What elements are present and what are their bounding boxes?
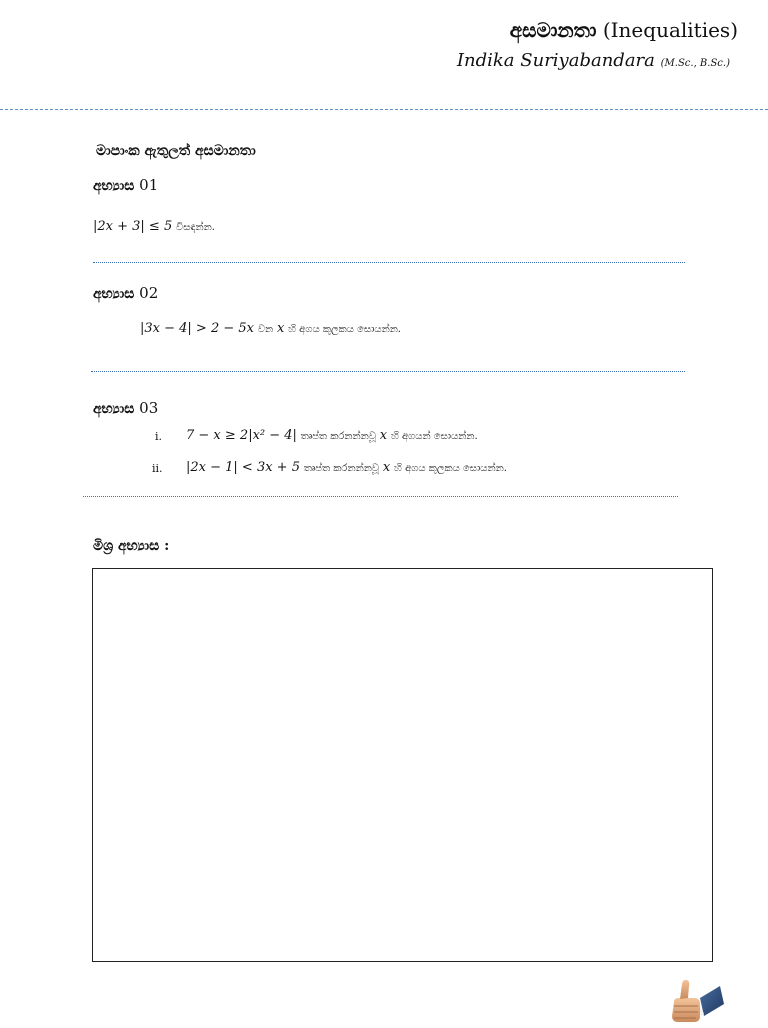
math-expression: |2x + 3| ≤ 5 [93, 219, 173, 234]
exercise-03-divider [83, 496, 678, 497]
header-divider [0, 109, 768, 110]
exercise-02-divider [91, 371, 685, 372]
exercise-03-roman-i: i. [155, 430, 163, 443]
math-expression: |3x − 4| > 2 − 5x [140, 321, 254, 336]
math-expression: 7 − x ≥ 2|x² − 4| [186, 428, 297, 443]
exercise-02-label [93, 284, 158, 302]
exercise-label-number: 01 [139, 176, 159, 194]
exercise-01-label [93, 176, 158, 194]
instruction-text-a: වන [257, 324, 274, 335]
exercise-label-text: අභ්‍යාස [93, 178, 135, 194]
instruction-text: විසඳන්න. [176, 222, 215, 233]
exercise-02-question [140, 321, 401, 336]
exercise-01-question [93, 219, 215, 234]
exercise-03-question-ii [186, 460, 507, 475]
mixed-exercises-label: මිශ්‍ර අභ්‍යාස : [93, 538, 170, 554]
math-expression: |2x − 1| < 3x + 5 [186, 460, 300, 475]
title-sinhala: අසමානතා [509, 18, 597, 42]
variable-x: x [382, 460, 391, 475]
variable-x: x [379, 428, 388, 443]
author-name: Indika Suriyabandara [456, 50, 655, 71]
exercise-03-label [93, 399, 158, 417]
document-title [510, 18, 738, 42]
thumbs-up-icon [664, 976, 724, 1024]
answer-box[interactable] [92, 568, 713, 962]
instruction-text-a: තෘප්ත කරනන්නවූ [300, 431, 376, 442]
exercise-03-question-i [186, 428, 478, 443]
exercise-label-text: අභ්‍යාස [93, 286, 135, 302]
exercise-label-number: 02 [139, 284, 159, 302]
exercise-03-roman-ii: ii. [152, 462, 163, 475]
exercise-01-divider [93, 262, 685, 263]
instruction-text-b: හි අගය කුලකය සොයන්න. [394, 463, 507, 474]
title-english: (Inequalities) [602, 18, 738, 42]
exercise-label-text: අභ්‍යාස [93, 401, 135, 417]
variable-x: x [276, 321, 285, 336]
instruction-text-a: තෘප්ත කරනන්නවූ [303, 463, 380, 474]
instruction-text-b: හි අගය කුලකය සොයන්න. [288, 324, 401, 335]
section-title: මාපාංක ඇතුලත් අසමානතා [96, 143, 256, 159]
author-credentials: (M.Sc., B.Sc.) [660, 58, 730, 69]
instruction-text-b: හි අගයන් සොයන්න. [390, 431, 478, 442]
exercise-label-number: 03 [139, 399, 159, 417]
author-line [457, 50, 730, 71]
